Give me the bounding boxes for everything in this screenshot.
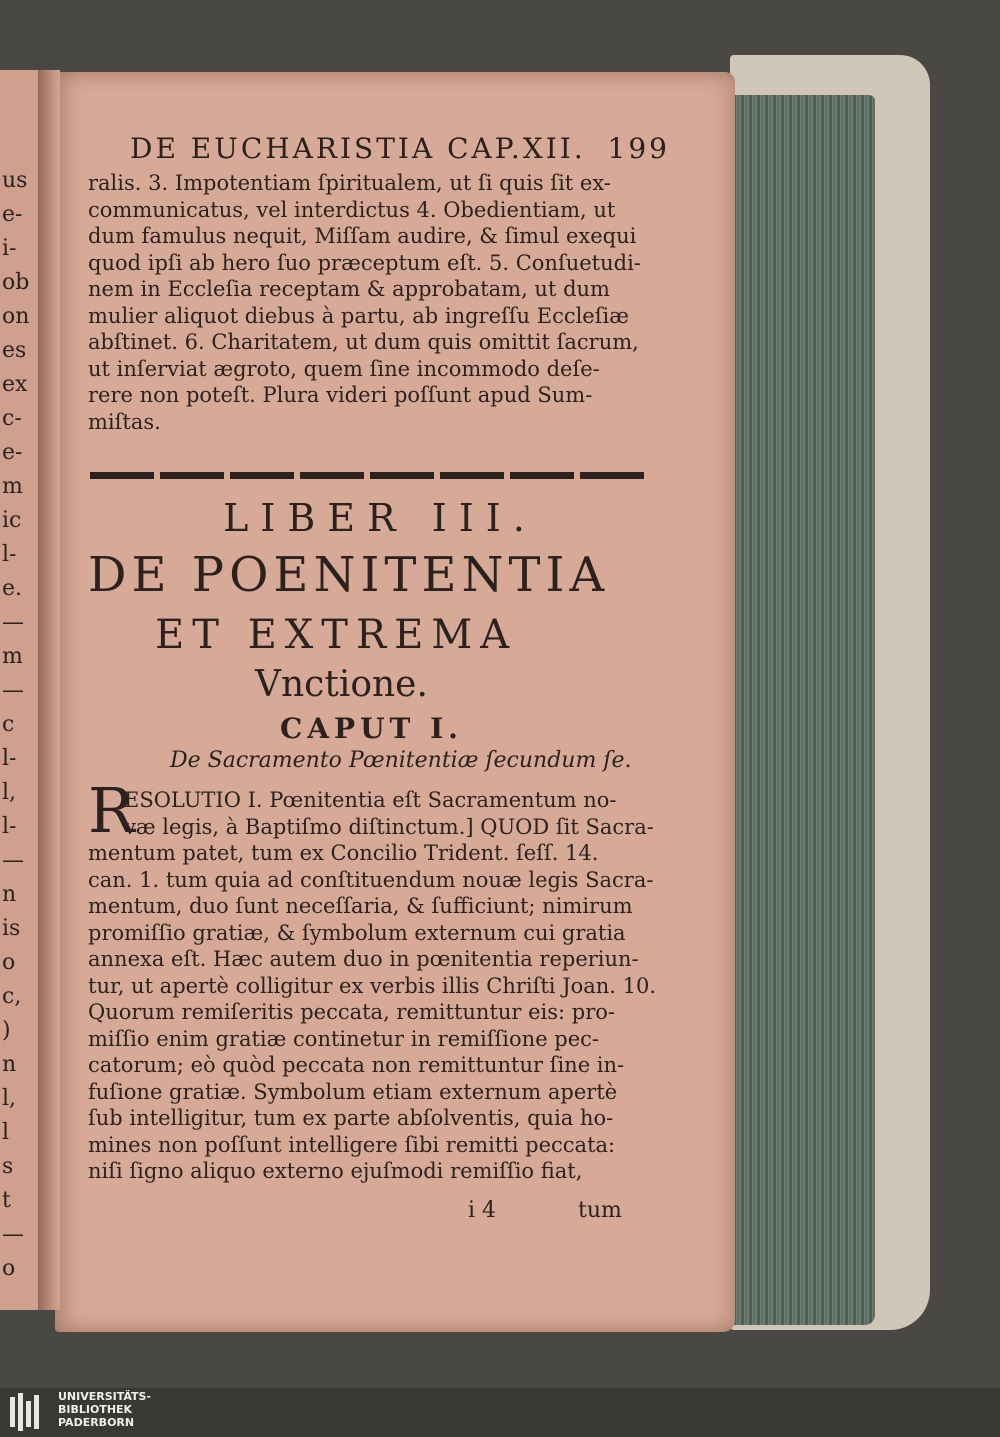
running-header: [130, 132, 670, 165]
text-line: mentum, duo ſunt neceſſaria, & ſufficiunt; nimirum: [88, 894, 633, 918]
text-line: niſi ſigno aliquo externo ejuſmodi remiſſio fiat,: [88, 1159, 583, 1183]
left-margin-fragment: ): [2, 1018, 11, 1043]
text-line: ſub intelligitur, tum ex parte abſolventis, quia ho-: [88, 1106, 614, 1130]
left-margin-fragment: c: [2, 712, 15, 737]
book-gutter: [38, 70, 60, 1310]
text-line: annexa eſt. Hæc autem duo in pœnitentia reperiun-: [88, 947, 639, 971]
text-line: promiſſio gratiæ, & ſymbolum externum cui gratia: [88, 920, 626, 945]
chapter-heading: CAPUT I.: [280, 712, 463, 745]
left-margin-fragment: s: [2, 1154, 14, 1179]
left-margin-fragment: e-: [2, 202, 23, 227]
text-line: quod ipſi ab hero ſuo præceptum eſt. 5. Conſuetudi-: [88, 250, 641, 275]
left-margin-fragment: t: [2, 1188, 11, 1213]
left-margin-fragment: l,: [2, 780, 17, 805]
left-margin-fragment: n: [2, 1052, 17, 1077]
left-margin-fragment: ex: [2, 372, 28, 397]
left-margin-fragment: n: [2, 882, 17, 907]
main-title: DE POENITENTIA: [88, 547, 610, 603]
text-line: væ legis, à Baptiſmo diſtinctum.] QUOD ſit Sacra-: [124, 814, 654, 839]
library-name-line2: BIBLIOTHEK: [58, 1403, 133, 1416]
library-name-line1: UNIVERSITÄTS-: [58, 1390, 152, 1403]
sub-title-unctione: Vnctione.: [255, 664, 428, 705]
left-margin-fragment: o: [2, 950, 16, 975]
left-margin-fragment: —: [2, 678, 24, 703]
page-number: 199: [607, 132, 670, 165]
book-number-title: LIBER III.: [223, 496, 537, 540]
left-margin-fragment: —: [2, 848, 24, 873]
left-margin-fragment: —: [2, 1222, 24, 1247]
signature-mark: i 4: [468, 1198, 497, 1223]
text-line: tur, ut apertè colligitur ex verbis illis Chriſti Joan. 10.: [88, 973, 657, 998]
library-logo-icon: [10, 1393, 50, 1431]
left-margin-fragment: —: [2, 610, 24, 635]
text-line: communicatus, vel interdictus 4. Obedientiam, ut: [88, 197, 616, 222]
left-margin-fragment: l-: [2, 542, 17, 567]
left-margin-fragment: c,: [2, 984, 22, 1009]
ornamental-rule: [90, 472, 646, 479]
library-name-line3: PADERBORN: [58, 1416, 135, 1429]
sub-title: ET EXTREMA: [155, 612, 518, 658]
left-margin-fragment: l-: [2, 814, 17, 839]
left-margin-fragment: m: [2, 474, 23, 499]
text-line: mines non poſſunt intelligere ſibi remitti peccata:: [88, 1132, 616, 1157]
left-margin-fragment: ic: [2, 508, 22, 533]
library-name: [58, 1390, 151, 1429]
text-line: mentum patet, tum ex Concilio Trident. ſeſſ. 14.: [88, 841, 599, 865]
text-line: fuſione gratiæ. Symbolum etiam externum apertè: [88, 1079, 618, 1104]
catchword: tum: [578, 1198, 622, 1223]
left-margin-fragment: l-: [2, 746, 17, 771]
text-line: rere non poteſt. Plura videri poſſunt apud Sum-: [88, 383, 593, 407]
left-margin-fragment: e.: [2, 576, 23, 601]
text-line: dum famulus nequit, Miſſam audire, & ſimul exequi: [88, 224, 637, 248]
left-margin-fragment: o: [2, 1256, 16, 1281]
left-margin-fragment: i-: [2, 236, 17, 261]
left-margin-fragment: is: [2, 916, 21, 941]
left-margin-fragment: es: [2, 338, 27, 363]
left-margin-fragment: l,: [2, 1086, 17, 1111]
header-title: DE EUCHARISTIA CAP.XII.: [130, 132, 586, 165]
main-paragraph: [88, 787, 668, 1185]
left-margin-fragment: on: [2, 304, 30, 329]
chapter-subtitle: De Sacramento Pœnitentiæ ſecundum ſe.: [170, 748, 632, 773]
left-margin-fragment: e-: [2, 440, 23, 465]
text-line: ESOLUTIO I. Pœnitentia eſt Sacramentum no-: [124, 788, 617, 812]
text-line: catorum; eò quòd peccata non remittuntur ſine in-: [88, 1053, 625, 1077]
left-margin-fragment: l: [2, 1120, 10, 1145]
text-line: can. 1. tum quia ad conſtituendum nouæ legis Sacra-: [88, 867, 654, 892]
left-margin-fragment: us: [2, 168, 28, 193]
text-line: abſtinet. 6. Charitatem, ut dum quis omittit ſacrum,: [88, 330, 639, 354]
text-line: ut inſerviat ægroto, quem ſine incommodo deſe-: [88, 356, 600, 381]
left-margin-fragment: m: [2, 644, 23, 669]
left-margin-fragment: c-: [2, 406, 22, 431]
top-paragraph: [88, 170, 668, 435]
text-line: miſtas.: [88, 409, 161, 434]
text-line: miſſio enim gratiæ continetur in remiſſione pec-: [88, 1026, 600, 1051]
text-line: nem in Eccleſia receptam & approbatam, ut dum: [88, 277, 610, 301]
text-line: mulier aliquot diebus à partu, ab ingreſſu Eccleſiæ: [88, 303, 629, 328]
drop-cap: R: [88, 774, 135, 847]
text-line: Quorum remiſeritis peccata, remittuntur eis: pro-: [88, 1000, 616, 1024]
text-line: ralis. 3. Impotentiam ſpiritualem, ut ſi quis ſit ex-: [88, 171, 611, 195]
left-margin-fragment: ob: [2, 270, 30, 295]
